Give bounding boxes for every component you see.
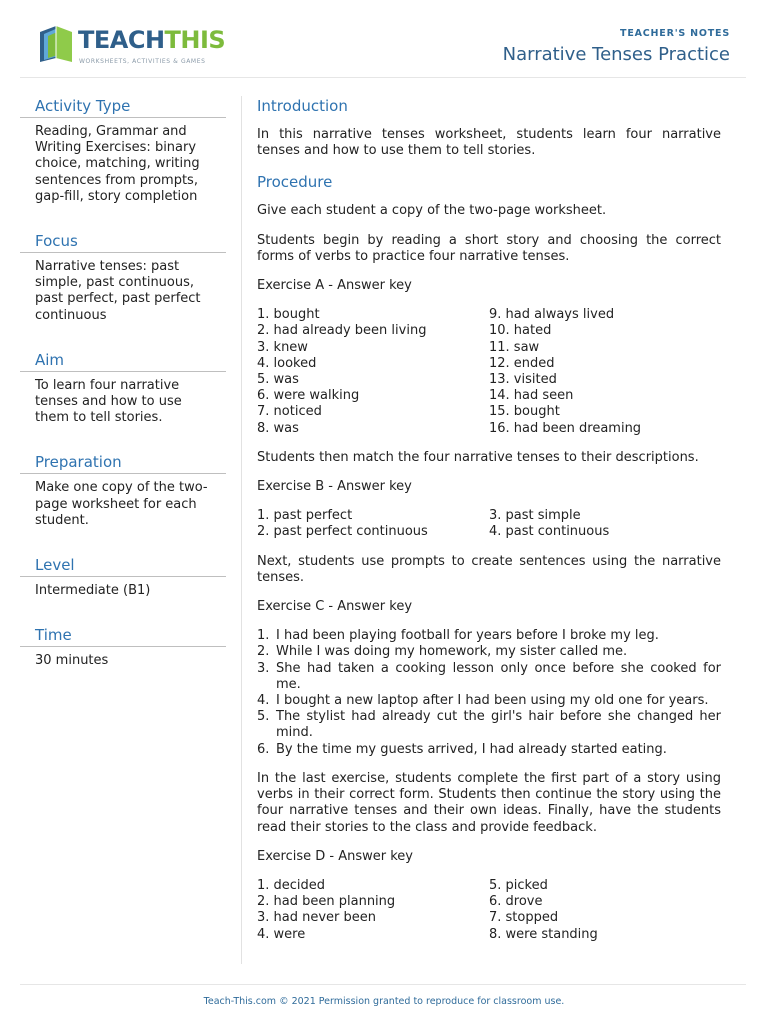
answer-item: 12. ended [489,355,555,371]
answer-item: 5. picked [489,877,548,893]
answer-item: 7. stopped [489,910,559,926]
answer-item: 4. looked [257,355,317,371]
answer-number: 4. [257,693,270,709]
answer-item: 13. visited [489,372,557,388]
introduction-text: In this narrative tenses worksheet, students learn four narrative tenses and how to use them to tell stories. [257,127,721,159]
answer-item: 11. saw [489,339,540,355]
time-section [20,625,226,669]
exercise-d-label: Exercise D - Answer key [257,848,413,864]
answer-number: 2. [257,644,270,660]
procedure-paragraph-1: Give each student a copy of the two-page worksheet. [257,203,607,219]
answer-item: 5. was [257,372,299,388]
answer-item: 3. knew [257,339,308,355]
answer-item: 6. drove [489,894,543,910]
footer-divider [20,984,746,985]
exercise-a-column-2 [489,307,721,437]
answer-item [257,693,721,709]
answer-item: 15. bought [489,404,560,420]
answer-text: I bought a new laptop after I had been using my old one for years. [276,693,709,709]
column-divider [241,96,242,964]
answer-text: I had been playing football for years before I broke my leg. [276,628,659,644]
preparation-text: Make one copy of the two-page worksheet for each student. [35,480,208,528]
activity-type-section [20,96,226,205]
exercise-d-column-1 [257,878,489,943]
procedure-paragraph-2: Students begin by reading a short story and choosing the correct forms of verbs to practice four narrative tenses. [257,232,721,264]
answer-item: 4. were [257,926,306,942]
answer-item: 2. past perfect continuous [257,524,428,540]
exercise-c-label: Exercise C - Answer key [257,599,413,615]
preparation-section [20,452,226,529]
answer-item [257,661,721,693]
aim-section [20,350,226,427]
answer-item [257,628,721,644]
answer-text: The stylist had already cut the girl's hair before she changed her mind. [276,709,721,741]
focus-heading: Focus [20,231,226,253]
level-text: Intermediate (B1) [35,583,151,599]
exercise-a-label: Exercise A - Answer key [257,278,412,294]
time-text: 30 minutes [35,653,109,669]
logo-word-teach: TEACH [78,26,165,54]
answer-item: 1. bought [257,307,320,323]
focus-section [20,231,226,324]
answer-item [257,742,721,758]
answer-number: 3. [257,660,270,676]
sidebar [20,96,226,695]
answer-item: 7. noticed [257,404,322,420]
exercise-c-answers [257,628,721,758]
aim-heading: Aim [20,350,226,372]
exercise-a-column-1 [257,307,489,437]
answer-text: By the time my guests arrived, I had already started eating. [276,741,667,757]
answer-item: 2. had been planning [257,894,396,910]
main-content [257,96,721,956]
exercise-b-column-2 [489,508,721,540]
procedure-paragraph-3: Students then match the four narrative tenses to their descriptions. [257,449,699,465]
answer-item: 8. was [257,420,299,436]
teachers-notes-label: TEACHER'S NOTES [620,28,730,39]
answer-item: 1. past perfect [257,508,353,524]
answer-item: 3. had never been [257,910,377,926]
answer-item: 1. decided [257,877,326,893]
procedure-heading: Procedure [257,173,333,192]
answer-item: 9. had always lived [489,307,615,323]
teach-this-logo[interactable] [36,22,236,68]
answer-item: 10. hated [489,323,552,339]
answer-number: 5. [257,709,270,725]
exercise-a-answers [257,307,721,437]
page-header [20,0,746,78]
logo-tagline: WORKSHEETS, ACTIVITIES & GAMES [79,58,206,65]
level-section [20,555,226,599]
activity-type-heading: Activity Type [20,96,226,118]
logo-wordmark [78,26,225,54]
answer-item: 14. had seen [489,388,574,404]
procedure-paragraph-4: Next, students use prompts to create sentences using the narrative tenses. [257,553,721,585]
answer-number: 6. [257,741,270,757]
logo-word-this: THIS [164,26,226,54]
answer-text: She had taken a cooking lesson only once before she cooked for me. [276,660,721,692]
procedure-paragraph-5: In the last exercise, students complete the first part of a story using verbs in their correct form. Students then continue the story using the four narrative tenses and their own ideas. Finally, have the students read their stories to the class and provide feedback. [257,770,721,835]
footer-copyright: Teach-This.com © 2021 Permission granted to reproduce for classroom use. [203,996,565,1007]
exercise-b-label: Exercise B - Answer key [257,479,412,495]
answer-item [257,644,721,660]
aim-text: To learn four narrative tenses and how to use them to tell stories. [35,377,182,426]
exercise-d-answers [257,878,721,943]
answer-item: 16. had been dreaming [489,420,642,436]
introduction-heading: Introduction [257,97,348,115]
answer-item: 8. were standing [489,926,598,942]
answer-text: While I was doing my homework, my sister called me. [276,644,628,660]
answer-item: 2. had already been living [257,323,427,339]
level-heading: Level [20,555,226,577]
focus-text: Narrative tenses: past simple, past continuous, past perfect, past perfect continuous [35,259,201,323]
answer-number: 1. [257,628,270,644]
answer-item [257,709,721,741]
exercise-b-column-1 [257,508,489,540]
answer-item: 6. were walking [257,388,360,404]
book-icon [36,24,76,64]
time-heading: Time [20,625,226,647]
answer-item: 4. past continuous [489,524,610,540]
activity-type-text: Reading, Grammar and Writing Exercises: binary choice, matching, writing sentences from prompts, gap-fill, story completion [35,124,200,204]
answer-item: 3. past simple [489,508,581,524]
page-title: Narrative Tenses Practice [502,44,730,65]
exercise-b-answers [257,508,721,540]
preparation-heading: Preparation [20,452,226,474]
exercise-d-column-2 [489,878,721,943]
